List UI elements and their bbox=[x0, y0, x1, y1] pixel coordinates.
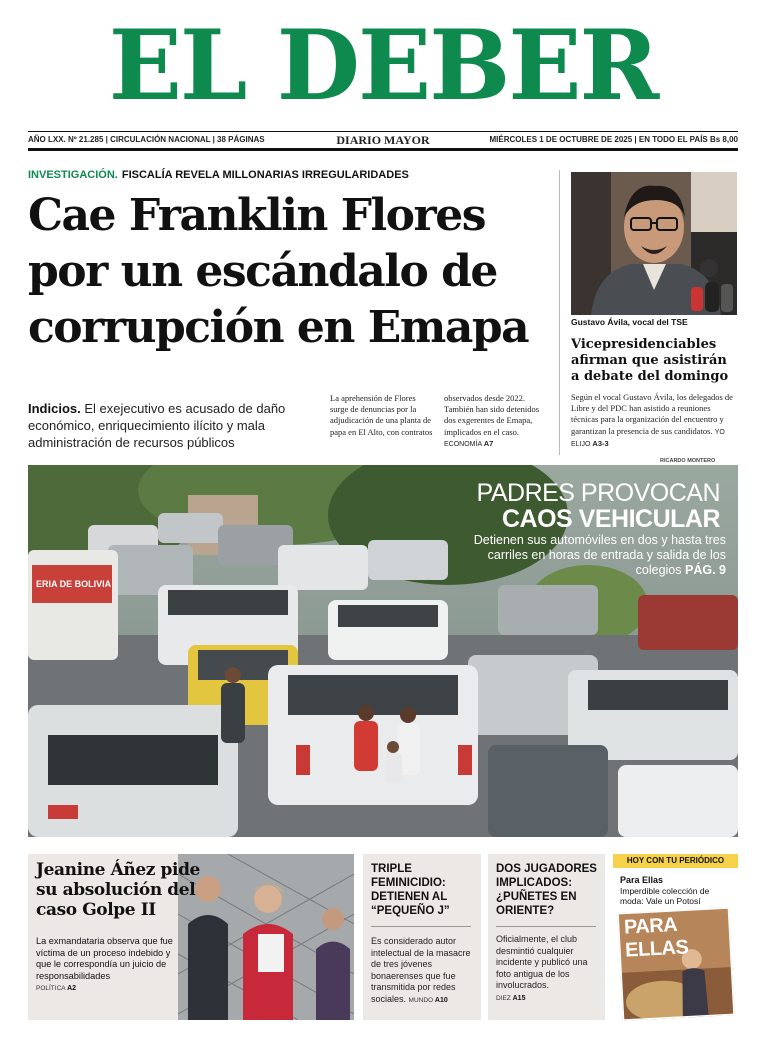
kicker-label: INVESTIGACIÓN. bbox=[28, 169, 118, 181]
side-headline[interactable]: Vicepresidenciables afirman que asistirán a debate del domingo bbox=[571, 337, 729, 384]
lead-label: Indicios. bbox=[28, 401, 81, 416]
anez-section-ref[interactable]: POLÍTICA A2 bbox=[36, 985, 77, 992]
hoy-banner: HOY CON TU PERIÓDICO bbox=[613, 854, 738, 868]
date-price: MIÉRCOLES 1 DE OCTUBRE DE 2025 | EN TODO EL PAÍS Bs 8,00 bbox=[489, 135, 738, 144]
edition-info: AÑO LXX. Nº 21.285 | CIRCULACIÓN NACIONAL | 38 PÁGINAS bbox=[28, 135, 265, 144]
feminicidio-story-box[interactable] bbox=[363, 854, 481, 1020]
jugadores-body: Oficialmente, el club desmintió cualquier incidente y publicó una foto antigua de los involucrados. DIEZ A15 bbox=[496, 934, 588, 1002]
photo-page-ref[interactable]: PÁG. 9 bbox=[685, 563, 726, 577]
main-headline[interactable] bbox=[28, 188, 548, 356]
jugadores-story-box[interactable] bbox=[488, 854, 605, 1020]
column-2-text: observados desde 2022. También han sido detenidos dos exgerentes de Emapa, implicados en el caso. bbox=[444, 393, 540, 437]
main-lead bbox=[28, 400, 318, 451]
anez-story-box[interactable] bbox=[28, 854, 354, 1020]
headline-line-2: por un escándalo de bbox=[28, 246, 497, 297]
photo-caption: Gustavo Ávila, vocal del TSE bbox=[571, 317, 688, 327]
feminicidio-divider bbox=[371, 926, 471, 927]
feminicidio-headline: TRIPLE FEMINICIDIO: DETIENEN AL “PEQUEÑO J” bbox=[371, 863, 450, 917]
lead-text: El exejecutivo es acusado de daño económico, enriquecimiento ilícito y mala administración de recursos públicos bbox=[28, 401, 286, 450]
edition-info-bar bbox=[28, 131, 738, 151]
para-ellas-title[interactable]: Para Ellas bbox=[620, 875, 664, 885]
main-kicker bbox=[28, 169, 409, 181]
tagline: DIARIO MAYOR bbox=[336, 133, 430, 147]
main-column-2 bbox=[444, 393, 550, 450]
photo-title-line-1: PADRES PROVOCAN bbox=[476, 479, 720, 507]
column-divider bbox=[559, 170, 560, 455]
jugadores-headline: DOS JUGADORES IMPLICADOS: ¿PUÑETES EN ORIENTE? bbox=[496, 863, 597, 917]
para-ellas-body: Imperdible colección de moda: Vale un Potosí bbox=[620, 886, 710, 906]
headline-line-3: corrupción en Emapa bbox=[28, 302, 529, 353]
side-body: Según el vocal Gustavo Ávila, los delegados de Libre y del PDC han asistido a reuniones técnicas para la organización del encuentro y garantizan la presencia de sus candidatos. YO ELIJO A3-3 bbox=[571, 392, 733, 448]
kicker-text: FISCALÍA REVELA MILLONARIAS IRREGULARIDADES bbox=[121, 169, 409, 181]
masthead-logo: EL DEBER bbox=[108, 9, 658, 122]
main-column-1: La aprehensión de Flores surge de denuncias por la adjudicación de una planta de papa en El Alto, con contratos bbox=[330, 393, 433, 437]
anez-headline: Jeanine Áñez pide su absolución del caso Golpe II bbox=[36, 860, 200, 920]
para-ellas-cover[interactable] bbox=[617, 907, 734, 1021]
headline-line-1: Cae Franklin Flores bbox=[28, 190, 485, 241]
bus-sign-text: ERIA DE BOLIVIA bbox=[36, 579, 112, 589]
cover-title: PARA ELLAS bbox=[623, 913, 689, 962]
traffic-photo[interactable] bbox=[28, 465, 738, 837]
side-section-ref[interactable]: YO ELIJO A3-3 bbox=[571, 428, 725, 448]
photo-gustavo-avila[interactable] bbox=[571, 172, 737, 315]
section-ref[interactable]: ECONOMÍA A7 bbox=[444, 438, 494, 448]
feminicidio-section-ref[interactable]: MUNDO A10 bbox=[408, 996, 448, 1004]
jugadores-divider bbox=[496, 926, 596, 927]
photo-subtitle: Detienen sus automóviles en dos y hasta tres carriles en horas de entrada y salida de los colegios PÁG. 9 bbox=[473, 533, 726, 577]
feminicidio-body: Es considerado autor intelectual de la masacre de tres jóvenes bonaerenses que fue transmitida por redes sociales. MUNDO A10 bbox=[371, 936, 471, 1004]
anez-body: La exmandataria observa que fue víctima de un proceso indebido y que le correspondía un juicio de responsabilidades POLÍTICA A2 bbox=[36, 936, 173, 992]
jugadores-section-ref[interactable]: DIEZ A15 bbox=[496, 994, 526, 1002]
photo-credit: RICARDO MONTERO bbox=[660, 458, 716, 464]
photo-title-line-2: CAOS VEHICULAR bbox=[501, 505, 720, 533]
